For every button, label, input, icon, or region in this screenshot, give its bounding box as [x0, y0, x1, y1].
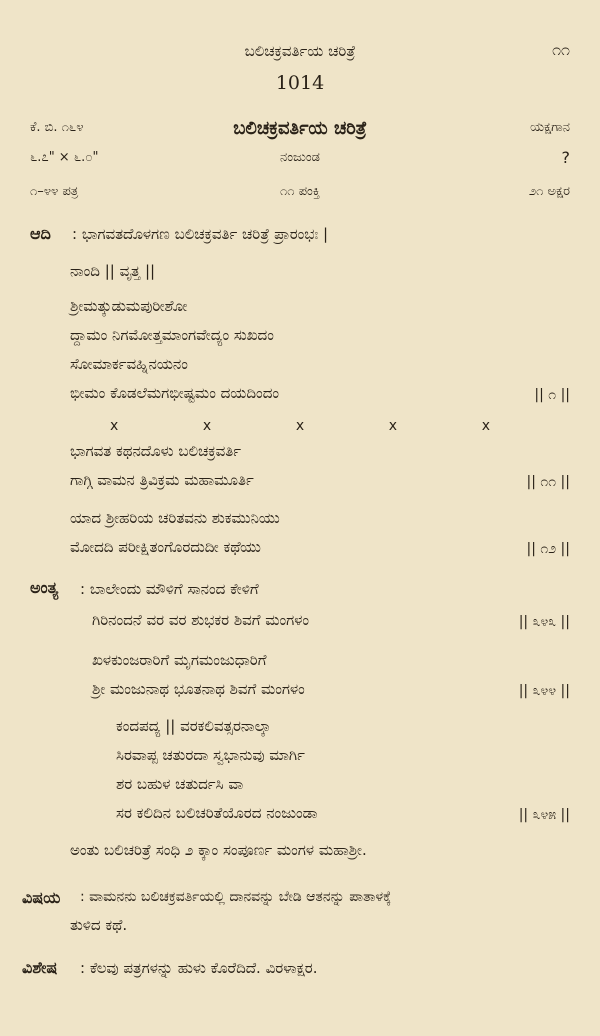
- verse-number: || ೩೪೪ ||: [518, 683, 570, 699]
- verse-line: ಯಾದ ಶ್ರೀಹರಿಯ ಚರಿತವನು ಶುಕಮುನಿಯು: [70, 509, 280, 527]
- verse-line: ಸೋಮಾರ್ಕವಹ್ನಿನಯನಂ: [70, 355, 188, 373]
- page-number: ೧೧: [552, 40, 570, 59]
- verse-line: ಸರ ಕಲಿದಿನ ಬಲಿಚರಿತೆಯೊರದ ನಂಜುಂಡಾ: [116, 804, 318, 822]
- verse-line: ಭಾಗವತ ಕಥನದೊಳು ಬಲಿಚಕ್ರವರ್ತಿ: [70, 442, 242, 460]
- omission-marks: [110, 418, 490, 434]
- verse-line: ಗಿರಿನಂದನೆ ವರ ವರ ಶುಭಕರ ಶಿವಗೆ ಮಂಗಳಂ: [92, 611, 310, 629]
- verse-number: || ೩೪೫ ||: [518, 807, 570, 823]
- verse-line: ಖಳಕುಂಜರಾರಿಗೆ ಮೃಗಮಂಜುಧಾರಿಗೆ: [92, 651, 267, 669]
- author: ನಂಜುಂಡ: [280, 150, 320, 165]
- verse-line: ಶ್ರೀಮತ್ಕುಡುಮಪುರೀಶೋ: [70, 297, 188, 315]
- verse-line: ಗಾಗ್ಗಿ ವಾಮನ ತ್ರಿವಿಕ್ರಮ ಮಹಾಮೂರ್ತಿ: [70, 471, 254, 489]
- vishesha-text: : ಕೆಲವು ಪತ್ರಗಳನ್ನು ಹುಳು ಕೊರೆದಿದೆ. ವಿರಳಾಕ್ಷರ.: [80, 959, 318, 977]
- verse-line: ಕಂದಪದ್ಯ || ವರಕಲಿವತ್ಸರನಾಲ್ಕಾ: [116, 717, 272, 735]
- date-unknown: ?: [561, 148, 570, 167]
- aadi-label: ಆದಿ: [30, 224, 51, 243]
- omission-mark: x: [295, 418, 305, 434]
- verse-line: ಶರ ಬಹುಳ ಚತುರ್ದಸಿ ವಾ: [116, 775, 244, 793]
- verse-line: ಮೋದದಿ ಪರೀಕ್ಷಿತಂಗೊರದುದೀ ಕಥೆಯು: [70, 538, 261, 556]
- omission-mark: x: [202, 418, 212, 434]
- running-title: ಬಲಿಚಕ್ರವರ್ತಿಯ ಚರಿತ್ರೆ: [244, 42, 356, 60]
- verse-number: || ೧೧ ||: [526, 474, 570, 490]
- genre: ಯಕ್ಷಗಾನ: [530, 120, 570, 135]
- verse-number: || ೩೪೩ ||: [518, 614, 570, 630]
- naandi-line: ನಾಂದಿ || ವೃತ್ತ ||: [70, 262, 156, 280]
- entry-title: ಬಲಿಚಕ್ರವರ್ತಿಯ ಚರಿತ್ರೆ: [233, 118, 367, 139]
- closing-line: ಅಂತು ಬಲಿಚರಿತ್ರೆ ಸಂಧಿ ೨ ಕ್ಕಾಂ ಸಂಪೂರ್ಣ ಮಂಗಳ ಮಹಾಶ್ರೀ.: [70, 841, 367, 859]
- verse-number: || ೧೨ ||: [526, 541, 570, 557]
- verse-line: ಭೀಮಂ ಕೊಡಲೆಮಗಭೀಷ್ಟಮಂ ದಯದಿಂದಂ: [70, 384, 280, 402]
- manuscript-size: ೬.೭" × ೬.೦": [30, 150, 99, 165]
- verse-line: ದ್ದಾಮಂ ನಿಗಮೋತ್ತಮಾಂಗವೇದ್ಯಂ ಸುಖದಂ: [70, 326, 274, 344]
- aadi-intro: : ಭಾಗವತದೊಳಗಣ ಬಲಿಚಕ್ರವರ್ತಿ ಚರಿತ್ರೆ ಪ್ರಾರಂಭಃ |: [72, 225, 329, 243]
- vishaya-label: ವಿಷಯ: [22, 888, 61, 907]
- verse-line: ಶ್ರೀ ಮಂಜುನಾಥ ಭೂತನಾಥ ಶಿವಗೆ ಮಂಗಳಂ: [92, 680, 305, 698]
- folio-count: ೧–೪೪ ಪತ್ರ: [30, 184, 79, 199]
- omission-mark: x: [110, 418, 119, 434]
- verse-number: || ೧ ||: [534, 387, 570, 403]
- letters-per-line: ೨೧ ಅಕ್ಷರ: [528, 184, 570, 199]
- vishaya-text-cont: ತುಳಿದ ಕಥೆ.: [70, 916, 128, 934]
- vishesha-label: ವಿಶೇಷ: [22, 958, 58, 977]
- verse-line: ಸಿರವಾಪ್ಪ ಚತುರದಾ ಸ್ವಭಾನುವು ಮಾರ್ಗಿ: [116, 746, 305, 764]
- lines-per-page: ೧೧ ಪಂಕ್ತಿ: [280, 184, 320, 199]
- vishaya-text: : ವಾಮನನು ಬಲಿಚಕ್ರವರ್ತಿಯಲ್ಲಿ ದಾನವನ್ನು ಬೇಡಿ ಆತನನ್ನು ಪಾತಾಳಕ್ಕೆ: [80, 889, 392, 905]
- omission-mark: x: [388, 418, 398, 434]
- omission-mark: x: [481, 418, 490, 434]
- catalog-code: ಕೆ. ಬಿ. ೧೬೪: [30, 120, 84, 135]
- verse-line: : ಬಾಲೇಂದು ಮೌಳಿಗೆ ಸಾನಂದ ಕೇಳಿಗೆ: [80, 580, 259, 598]
- entry-number: 1014: [275, 72, 325, 94]
- antya-label: ಅಂತ್ಯ: [30, 578, 59, 597]
